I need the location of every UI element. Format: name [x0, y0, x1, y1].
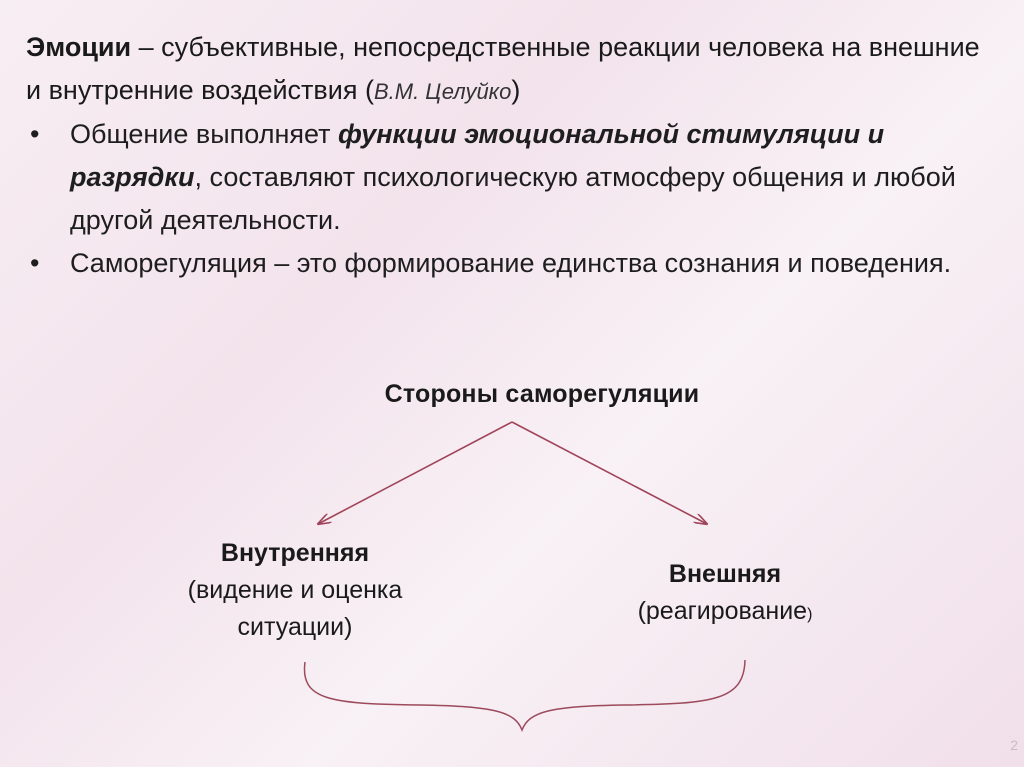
- definition-term: Эмоции: [26, 32, 132, 62]
- bullet-text-after: , составляют психологическую атмосферу общения и любой другой деятельности.: [70, 162, 956, 235]
- inner-side: [145, 535, 445, 646]
- bullet-text: Саморегуляция – это формирование единства сознания и поведения.: [70, 248, 952, 278]
- definition-author: В.М. Целуйко: [373, 79, 512, 104]
- diagram-title: Стороны саморегуляции: [384, 380, 700, 408]
- bullet-marker: •: [30, 119, 40, 149]
- bullet-text-before: Общение выполняет: [70, 119, 338, 149]
- inner-side-detail: (видение и оценка ситуации): [187, 576, 403, 641]
- arrow-to-inner: [318, 422, 512, 524]
- bullet-text-emphasis: функции эмоциональной стимуляции и разрядки: [70, 119, 885, 192]
- definition-text: – субъективные, непосредственные реакции человека на внешние и внутренние воздействия (: [26, 32, 980, 105]
- outer-side-close: ): [807, 606, 813, 623]
- outer-side: [575, 556, 875, 633]
- bullet-marker: •: [30, 248, 40, 278]
- inner-side-title: Внутренняя: [220, 539, 370, 567]
- definition-close: ): [511, 75, 521, 105]
- outer-side-detail-wrap: [575, 593, 875, 633]
- arrow-to-outer: [512, 422, 707, 524]
- curly-brace: [304, 660, 745, 730]
- outer-side-detail: (реагирование: [637, 597, 808, 625]
- page-number: 2: [1010, 737, 1018, 753]
- outer-side-title: Внешняя: [668, 560, 782, 588]
